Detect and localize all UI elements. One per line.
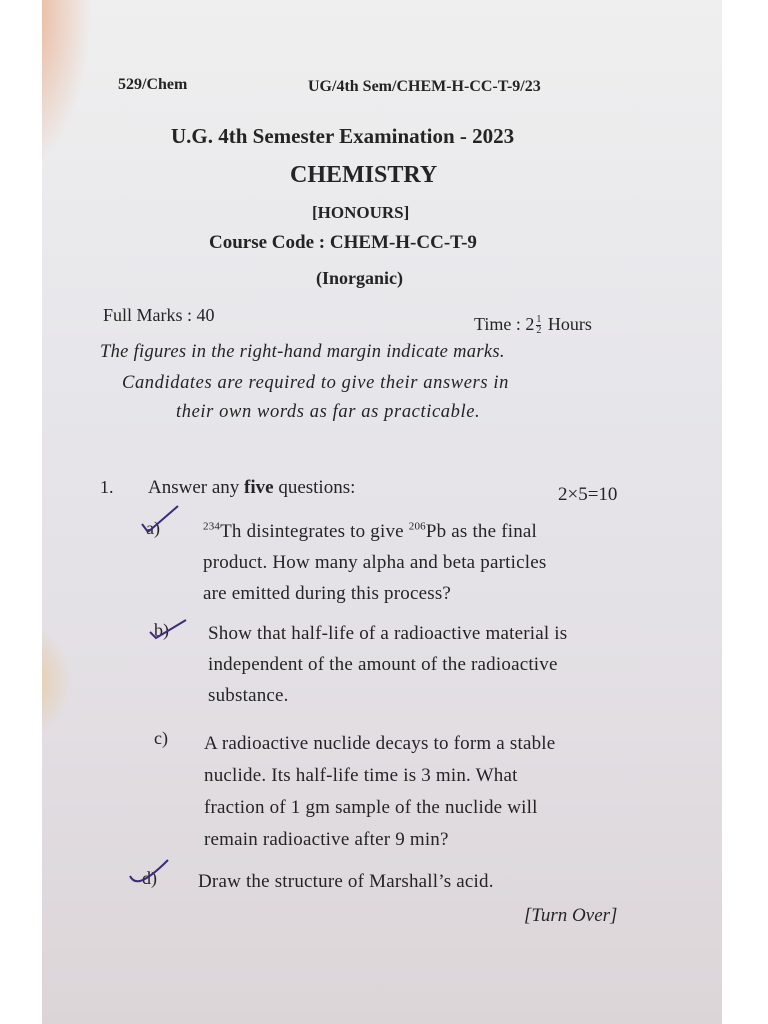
time-label: Time : 2: [474, 314, 535, 334]
subject-title: CHEMISTRY: [290, 162, 438, 188]
tick-mark-icon: [128, 856, 170, 886]
part-d-label: d): [142, 868, 157, 888]
turn-over-note: [Turn Over]: [524, 905, 618, 926]
question-number: 1.: [100, 477, 114, 497]
part-b-text: Show that half-life of a radioactive material is independent of the amount of the radioactive substance.: [208, 623, 568, 706]
honours-label: [HONOURS]: [312, 203, 410, 222]
full-marks: Full Marks : 40: [103, 305, 215, 325]
part-c-text: A radioactive nuclide decays to form a stable nuclide. Its half-life time is 3 min. What fraction of 1 gm sample of the nuclide will remain radioactive after 9 min?: [204, 733, 556, 850]
time-unit: Hours: [547, 314, 592, 334]
thorium-mass-number: 234: [203, 520, 221, 533]
question-marks: 2×5=10: [558, 484, 618, 505]
part-d-text: Draw the structure of Marshall’s acid.: [198, 871, 494, 892]
course-code: Course Code : CHEM-H-CC-T-9: [209, 232, 477, 253]
time-allowed: [474, 314, 592, 336]
exam-code: UG/4th Sem/CHEM-H-CC-T-9/23: [308, 78, 541, 95]
part-b-label: b): [154, 620, 169, 640]
part-c-label: c): [154, 728, 168, 748]
lead-mass-number: 206: [408, 520, 426, 533]
exam-title: U.G. 4th Semester Examination - 2023: [171, 124, 515, 148]
part-a-label: a): [146, 518, 160, 538]
question-prompt-emphasis: five: [244, 477, 274, 498]
tick-mark-icon: [138, 502, 180, 532]
branch-label: (Inorganic): [316, 268, 403, 288]
exam-paper: [42, 0, 722, 1024]
question-prompt: Answer any five questions:: [148, 477, 356, 498]
instruction-line-3: their own words as far as practicable.: [176, 402, 481, 422]
instruction-line-1: The figures in the right-hand margin indicate marks.: [100, 342, 505, 362]
instruction-line-2: Candidates are required to give their answers in: [122, 373, 509, 393]
part-a-text: $^{234}$Th disintegrates to give $^{206}$Pb as the final product. How many alpha and beta particles are emitted during this process?: [203, 520, 547, 604]
tick-mark-icon: [148, 610, 190, 640]
time-fraction: $\frac{1}{2}$: [536, 314, 542, 337]
paper-code: 529/Chem: [118, 76, 188, 93]
